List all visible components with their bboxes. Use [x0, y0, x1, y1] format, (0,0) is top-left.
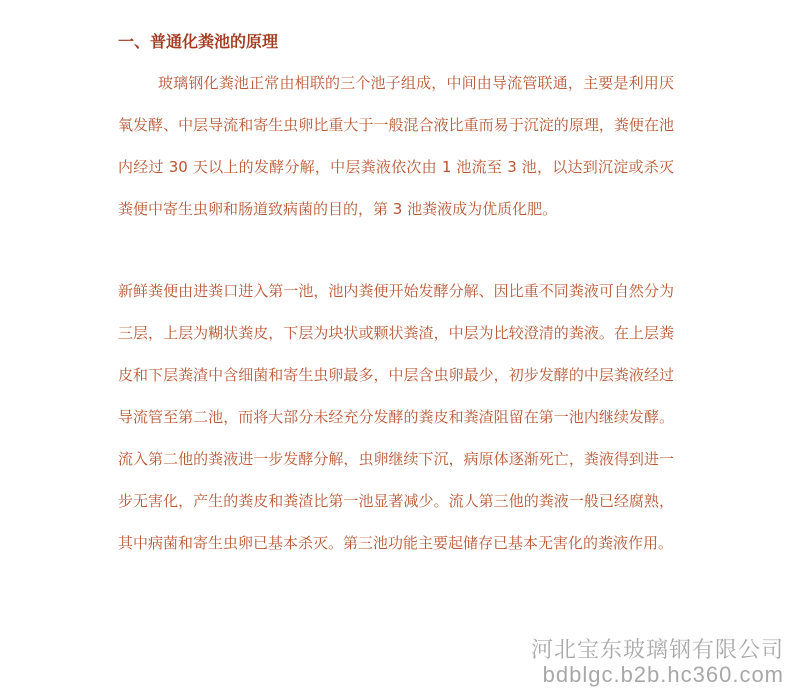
watermark-company: 河北宝东玻璃钢有限公司 — [530, 637, 784, 662]
watermark-url: bdblgc.b2b.hc360.com — [542, 662, 784, 687]
watermark — [531, 637, 784, 687]
paragraph-principle: 玻璃钢化粪池正常由相联的三个池子组成，中间由导流管联通，主要是利用厌氧发酵、中层导流和寄生虫卵比重大于一般混合液比重而易于沉淀的原理，粪便在池内经过 30 天以上的发酵分解，中层粪液依次由 1 池流至 3 池，以达到沉淀或杀灭粪便中寄生虫卵和肠道致病菌的目的，第 3 池粪液成为优质化肥。 — [118, 74, 674, 218]
section-heading: 一、普通化粪池的原理 — [118, 32, 279, 51]
paragraph-process: 新鲜粪便由进粪口进入第一池，池内粪便开始发酵分解、因比重不同粪液可自然分为三层，上层为糊状粪皮，下层为块状或颗状粪渣，中层为比较澄清的粪液。在上层粪皮和下层粪渣中含细菌和寄生虫卵最多，中层含虫卵最少，初步发酵的中层粪液经过导流管至第二池，而将大部分未经充分发酵的粪皮和粪渣阻留在第一池内继续发酵。流入第二他的粪液进一步发酵分解，虫卵继续下沉，病原体逐渐死亡，粪液得到进一步无害化，产生的粪皮和粪渣比第一池显著减少。流人第三他的粪液一般已经腐熟，其中病菌和寄生虫卵已基本杀灭。第三池功能主要起储存已基本无害化的粪液作用。 — [118, 282, 674, 552]
